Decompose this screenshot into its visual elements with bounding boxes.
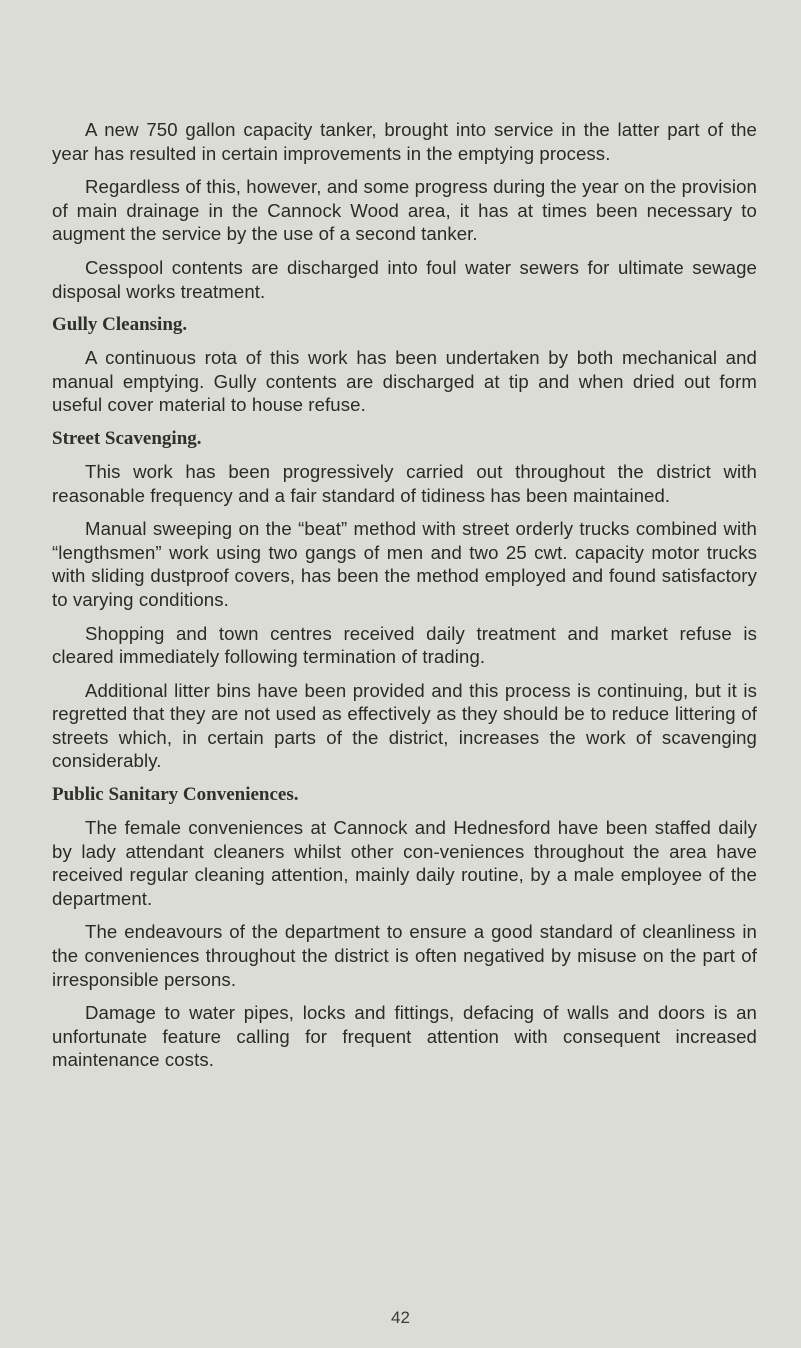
section-heading-gully-cleansing: Gully Cleansing. xyxy=(52,314,188,336)
paragraph: The endeavours of the department to ensure a good standard of cleanliness in the conveniences throughout the district is often negatived by misuse on the part of irresponsible persons. xyxy=(52,921,757,990)
paragraph: Cesspool contents are discharged into foul water sewers for ultimate sewage disposal works treatment. xyxy=(52,256,757,302)
paragraph: Damage to water pipes, locks and fittings, defacing of walls and doors is an unfortunate feature calling for frequent attention with consequent increased maintenance costs. xyxy=(52,1002,757,1071)
paragraph: Additional litter bins have been provided and this process is continuing, but it is regretted that they are not used as effectively as they should be to reduce littering of streets which, in certain parts of the district, increases the work of scavenging considerably. xyxy=(52,679,757,772)
section-heading-public-sanitary-conveniences: Public Sanitary Conveniences. xyxy=(52,784,299,806)
document-body xyxy=(52,118,757,1082)
paragraph: The female conveniences at Cannock and Hednesford have been staffed daily by lady attendant cleaners whilst other con-veniences throughout the area have received regular cleaning attention, mainly daily routine, by a male employee of the department. xyxy=(52,817,757,909)
paragraph: This work has been progressively carried out throughout the district with reasonable frequency and a fair standard of tidiness has been maintained. xyxy=(52,460,757,506)
paragraph: Regardless of this, however, and some progress during the year on the provision of main drainage in the Cannock Wood area, it has at times been necessary to augment the service by the use of a second tanker. xyxy=(52,176,757,245)
section-heading-street-scavenging: Street Scavenging. xyxy=(52,427,202,449)
paragraph: A continuous rota of this work has been undertaken by both mechanical and manual emptying. Gully contents are discharged at tip and when dried out form useful cover material to house refuse. xyxy=(52,347,757,416)
paragraph: A new 750 gallon capacity tanker, brought into service in the latter part of the year has resulted in certain improvements in the emptying process. xyxy=(52,119,757,164)
paragraph: Shopping and town centres received daily treatment and market refuse is cleared immediately following termination of trading. xyxy=(52,622,757,668)
paragraph: Manual sweeping on the “beat” method with street orderly trucks combined with “lengthsmen” work using two gangs of men and two 25 cwt. capacity motor trucks with sliding dustproof covers, has been the method employed and found satisfactory to varying conditions. xyxy=(52,518,757,610)
page-number: 42 xyxy=(391,1308,410,1327)
